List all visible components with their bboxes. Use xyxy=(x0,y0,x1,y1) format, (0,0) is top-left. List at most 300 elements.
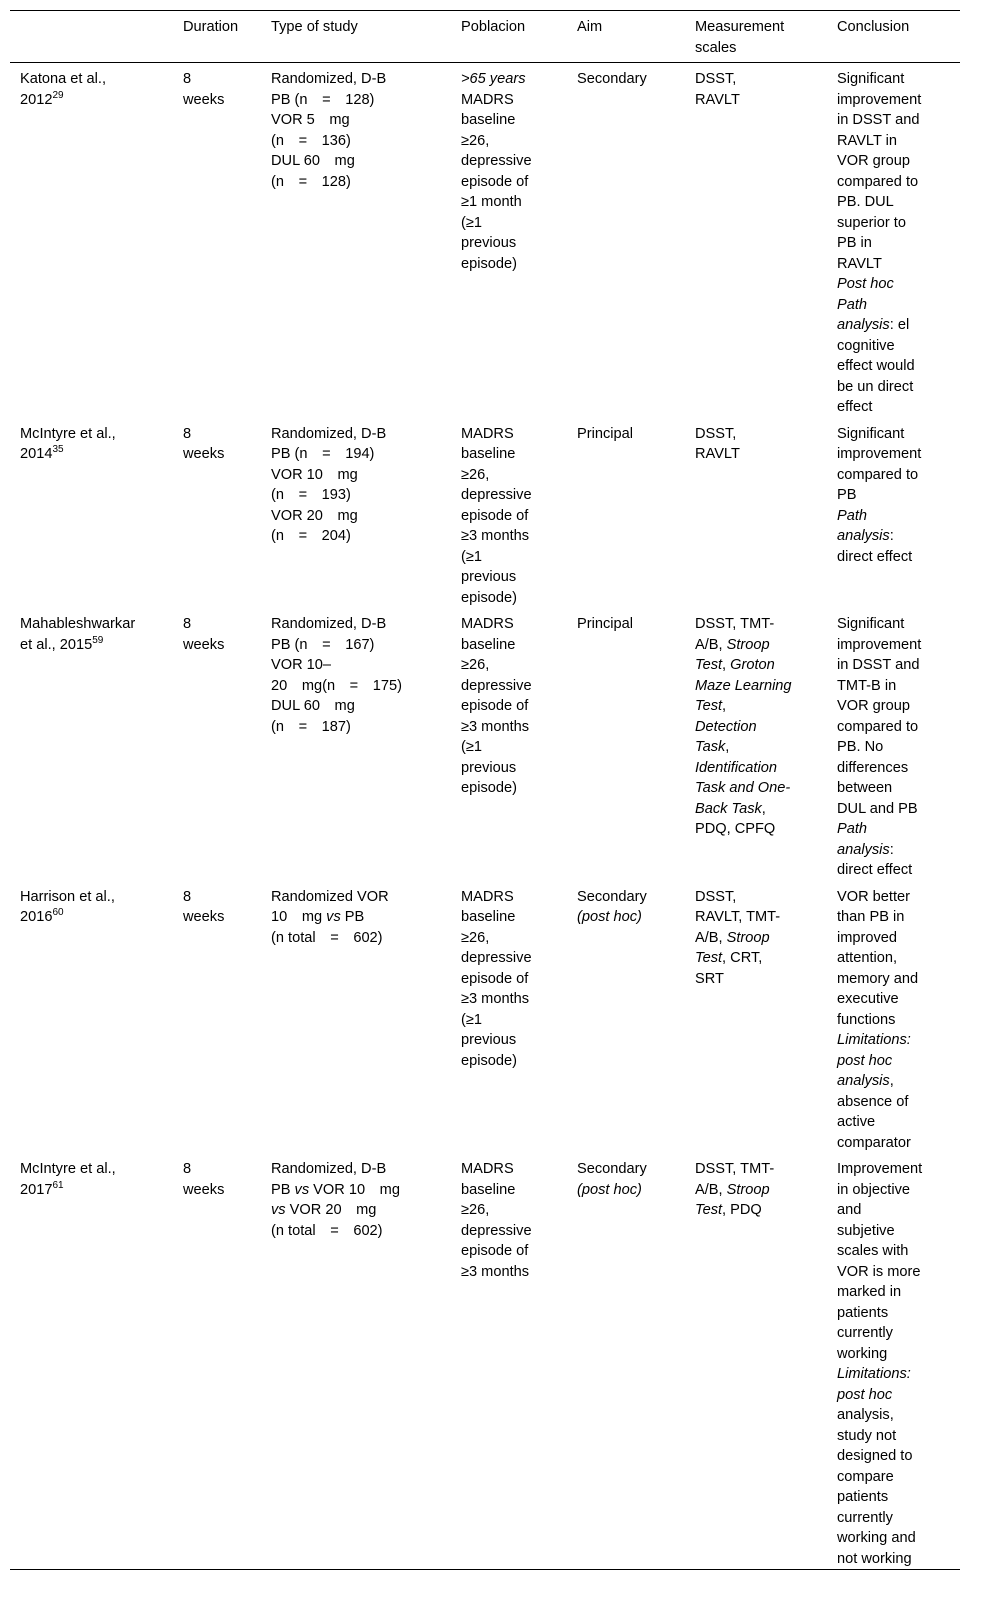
header-duration: Duration xyxy=(183,19,239,35)
conclusion-line: improvement xyxy=(837,636,922,653)
conclusion-line-text: active xyxy=(837,1114,876,1130)
cell-population xyxy=(451,418,567,609)
type-line-italic: vs xyxy=(271,1202,286,1218)
conclusion-line-text: executive xyxy=(837,991,899,1007)
type-line xyxy=(271,1221,445,1242)
scales-line xyxy=(695,635,821,656)
conclusion-line: VOR group xyxy=(837,698,911,714)
reference-superscript: 61 xyxy=(52,1179,64,1191)
conclusion-line: Significant xyxy=(837,71,905,87)
type-line: (n = 136) xyxy=(271,132,351,149)
population-line: depressive xyxy=(461,153,532,169)
scales-line-italic: Task and One- xyxy=(695,780,791,796)
type-line: DUL 60 mg xyxy=(271,153,355,169)
type-line xyxy=(271,1200,445,1221)
population-line: (≥1 xyxy=(461,739,482,755)
scales-line-italic: Stroop xyxy=(726,929,770,946)
conclusion-line: in DSST and xyxy=(837,657,920,673)
scales-line-italic: Task xyxy=(695,739,726,755)
type-line-italic: vs xyxy=(326,909,341,925)
conclusion-line: PB xyxy=(837,487,857,503)
cell-scales xyxy=(685,63,827,418)
conclusion-line-text: compare xyxy=(837,1468,894,1485)
type-line xyxy=(271,887,445,908)
cell-duration xyxy=(173,418,261,609)
type-line: (n = 204) xyxy=(271,528,351,544)
population-line: baseline xyxy=(461,1181,516,1198)
duration-line: weeks xyxy=(183,1181,225,1198)
conclusion-line: PB. No xyxy=(837,739,884,755)
cell-study xyxy=(10,608,173,881)
conclusion-line-text: and xyxy=(837,1202,862,1218)
conclusion-line xyxy=(837,506,954,527)
cell-scales xyxy=(685,418,827,609)
scales-line-text: DSST, xyxy=(695,888,737,905)
population-line: ≥3 months xyxy=(461,718,530,735)
conclusion-line xyxy=(837,969,954,990)
scales-line-italic: Back Task xyxy=(695,800,762,817)
header-conclusion: Conclusion xyxy=(837,19,910,35)
table-row xyxy=(10,418,960,609)
cell-type xyxy=(261,63,451,418)
reference-superscript: 60 xyxy=(52,907,64,918)
cell-type xyxy=(261,1153,451,1570)
cell-study xyxy=(10,418,173,609)
population-line: (≥1 xyxy=(461,1011,482,1028)
conclusion-line xyxy=(837,1385,954,1406)
conclusion-line xyxy=(837,1303,954,1324)
cell-population xyxy=(451,881,567,1154)
conclusion-line: RAVLT xyxy=(837,255,882,272)
conclusion-line xyxy=(837,526,954,547)
scales-line xyxy=(695,778,821,799)
conclusion-line-italic: post hoc xyxy=(837,1386,893,1403)
conclusion-line: PB. DUL xyxy=(837,194,894,210)
scales-line-text: , xyxy=(761,800,766,817)
reference-superscript: 59 xyxy=(92,634,104,646)
conclusion-line-text: : el xyxy=(889,317,910,333)
population-line: episode of xyxy=(461,970,529,987)
scales-line-italic: Groton xyxy=(730,657,775,673)
study-author: Harrison et al., xyxy=(20,888,115,905)
conclusion-line: effect xyxy=(837,399,873,415)
cell-scales xyxy=(685,608,827,881)
population-line: previous xyxy=(461,759,517,776)
header-study xyxy=(10,11,173,63)
population-line: ≥3 months xyxy=(461,528,530,544)
population-line: MADRS xyxy=(461,1161,514,1177)
aim-line-italic: (post hoc) xyxy=(577,1181,642,1198)
cell-aim xyxy=(567,418,685,609)
cell-aim xyxy=(567,608,685,881)
cell-aim xyxy=(567,63,685,418)
cell-population xyxy=(451,608,567,881)
scales-line: DSST, xyxy=(695,71,737,87)
population-line: ≥26, xyxy=(461,466,490,483)
population-line: MADRS xyxy=(461,888,514,905)
conclusion-line: RAVLT in xyxy=(837,132,898,149)
cell-aim xyxy=(567,1153,685,1570)
conclusion-line-text: memory and xyxy=(837,970,919,987)
conclusion-line xyxy=(837,1030,954,1051)
scales-line-text: DSST, TMT- xyxy=(695,616,775,632)
conclusion-line-text: subjetive xyxy=(837,1222,895,1239)
type-line: Randomized, D-B xyxy=(271,425,387,442)
scales-line: DSST, xyxy=(695,425,737,442)
conclusion-line-italic: analysis xyxy=(837,317,890,333)
aim-line: Principal xyxy=(577,616,633,632)
type-line-text: (n total = 602) xyxy=(271,1222,383,1239)
scales-line-italic: Test xyxy=(695,698,723,714)
population-line: ≥26, xyxy=(461,132,490,149)
type-line xyxy=(271,907,445,928)
header-aim: Aim xyxy=(577,19,603,35)
conclusion-line-text: designed to xyxy=(837,1448,913,1464)
scales-line xyxy=(695,969,821,990)
conclusion-line-text: analysis, xyxy=(837,1407,894,1423)
conclusion-line-text: scales with xyxy=(837,1243,909,1259)
conclusion-line xyxy=(837,1282,954,1303)
conclusion-line-italic: Path xyxy=(837,507,868,524)
conclusion-line: compared to xyxy=(837,466,919,483)
study-year-text: 2014 xyxy=(20,446,53,462)
conclusion-line-text: Improvement xyxy=(837,1161,923,1177)
conclusion-line-italic: Path xyxy=(837,821,868,837)
conclusion-line: improvement xyxy=(837,91,922,108)
study-year-text: 2012 xyxy=(20,91,53,108)
type-line: PB (n = 194) xyxy=(271,446,375,462)
conclusion-line xyxy=(837,1180,954,1201)
conclusion-line: superior to xyxy=(837,214,906,231)
population-line: episode) xyxy=(461,589,517,606)
scales-line-text: A/B, xyxy=(695,929,727,946)
conclusion-line xyxy=(837,928,954,949)
scales-line-text: , xyxy=(722,657,731,673)
scales-line xyxy=(695,928,821,949)
conclusion-line-text: patients xyxy=(837,1304,889,1321)
conclusion-line xyxy=(837,1092,954,1113)
type-line xyxy=(271,1180,445,1201)
scales-line-text: RAVLT, TMT- xyxy=(695,909,781,925)
scales-line xyxy=(695,907,821,928)
aim-line xyxy=(577,1180,679,1201)
conclusion-line: Significant xyxy=(837,616,905,632)
table-header xyxy=(10,11,960,63)
population-line: depressive xyxy=(461,1222,532,1239)
conclusion-line: cognitive xyxy=(837,337,895,354)
conclusion-line-text: attention, xyxy=(837,950,898,966)
duration-line: 8 xyxy=(183,71,192,87)
conclusion-line xyxy=(837,1112,954,1133)
header-scales-line: scales xyxy=(695,39,737,56)
table-row xyxy=(10,63,960,418)
conclusion-line-text: absence of xyxy=(837,1093,909,1110)
studies-table xyxy=(10,10,960,1570)
duration-line: 8 xyxy=(183,888,192,905)
population-line: depressive xyxy=(461,487,532,503)
table-row xyxy=(10,881,960,1154)
conclusion-line: compared to xyxy=(837,173,919,190)
conclusion-line xyxy=(837,1133,954,1154)
population-line: episode) xyxy=(461,1052,517,1069)
type-line-italic: vs xyxy=(294,1181,310,1198)
conclusion-line xyxy=(837,907,954,928)
conclusion-line: direct effect xyxy=(837,862,913,878)
type-line: DUL 60 mg xyxy=(271,698,355,714)
header-scales-line: Measurement xyxy=(695,19,785,35)
type-line-text: 10 mg xyxy=(271,909,327,925)
table-row xyxy=(10,608,960,881)
population-line xyxy=(461,69,561,90)
scales-line: RAVLT xyxy=(695,446,740,462)
type-line-text: PB xyxy=(271,1181,295,1198)
conclusion-line xyxy=(837,1159,954,1180)
scales-line-text: DSST, TMT- xyxy=(695,1161,775,1177)
conclusion-line xyxy=(837,1405,954,1426)
type-line-text: Randomized, D-B xyxy=(271,1161,387,1177)
type-line-text: PB xyxy=(340,909,365,925)
conclusion-line xyxy=(837,1508,954,1529)
type-line xyxy=(271,928,445,949)
conclusion-line: be un direct xyxy=(837,378,914,395)
conclusion-line-text: comparator xyxy=(837,1134,911,1151)
conclusion-line xyxy=(837,1344,954,1365)
scales-line-text: , PDQ xyxy=(722,1202,762,1218)
scales-line-italic: Test xyxy=(695,1202,723,1218)
population-line: ≥3 months xyxy=(461,1263,530,1280)
scales-line-italic: Test xyxy=(695,950,723,966)
scales-line-italic: Identification xyxy=(695,759,777,776)
conclusion-line xyxy=(837,887,954,908)
conclusion-line: TMT-B in xyxy=(837,677,897,694)
scales-line xyxy=(695,1180,821,1201)
conclusion-line-italic: analysis xyxy=(837,528,890,544)
conclusion-line: PB in xyxy=(837,235,872,251)
scales-line-italic: Detection xyxy=(695,718,757,735)
study-year-text: 2017 xyxy=(20,1181,53,1198)
scales-line xyxy=(695,717,821,738)
duration-line: weeks xyxy=(183,446,225,462)
scales-line-text: , xyxy=(725,739,730,755)
conclusion-line: effect would xyxy=(837,358,915,374)
scales-line xyxy=(695,737,821,758)
population-line: MADRS xyxy=(461,425,514,442)
conclusion-line xyxy=(837,1364,954,1385)
population-line: episode) xyxy=(461,255,517,272)
conclusion-line xyxy=(837,274,954,295)
cell-type xyxy=(261,418,451,609)
population-line: baseline xyxy=(461,112,516,128)
conclusion-line xyxy=(837,1426,954,1447)
aim-line: Principal xyxy=(577,425,633,442)
duration-line: weeks xyxy=(183,909,225,925)
cell-duration xyxy=(173,608,261,881)
conclusion-line-text: functions xyxy=(837,1011,896,1028)
table-row xyxy=(10,1153,960,1570)
cell-type xyxy=(261,608,451,881)
conclusion-line xyxy=(837,1051,954,1072)
type-line-text: (n total = 602) xyxy=(271,929,383,946)
study-year xyxy=(20,1180,167,1201)
conclusion-line xyxy=(837,1200,954,1221)
conclusion-line: improvement xyxy=(837,446,922,462)
scales-line xyxy=(695,1200,821,1221)
aim-line: Secondary xyxy=(577,888,647,905)
type-line: (n = 187) xyxy=(271,718,351,735)
study-author: McIntyre et al., xyxy=(20,425,116,442)
conclusion-line xyxy=(837,1487,954,1508)
population-line: ≥26, xyxy=(461,657,490,673)
cell-population xyxy=(451,1153,567,1570)
conclusion-line: direct effect xyxy=(837,548,913,565)
conclusion-line-italic: analysis xyxy=(837,1073,890,1089)
type-line: (n = 128) xyxy=(271,173,351,190)
population-line-italic: >65 years xyxy=(461,71,526,87)
conclusion-line xyxy=(837,1528,954,1549)
scales-line xyxy=(695,614,821,635)
conclusion-line-text: , xyxy=(889,1073,894,1089)
duration-line: 8 xyxy=(183,616,192,632)
conclusion-line: between xyxy=(837,780,893,796)
scales-line xyxy=(695,696,821,717)
population-line: previous xyxy=(461,235,517,251)
population-line: baseline xyxy=(461,909,516,925)
study-author: Mahableshwarkar xyxy=(20,616,136,632)
type-line: VOR 10– xyxy=(271,657,332,673)
population-line: episode of xyxy=(461,1243,529,1259)
type-line: VOR 5 mg xyxy=(271,112,350,128)
cell-conclusion xyxy=(827,1153,960,1570)
study-author: McIntyre et al., xyxy=(20,1161,116,1177)
header-row xyxy=(10,11,960,63)
population-line: episode) xyxy=(461,780,517,796)
duration-line: weeks xyxy=(183,91,225,108)
study-year xyxy=(20,90,167,111)
scales-line xyxy=(695,1159,821,1180)
scales-line: RAVLT xyxy=(695,91,740,108)
conclusion-line-text: VOR is more xyxy=(837,1263,921,1280)
population-line: baseline xyxy=(461,636,516,653)
conclusion-line xyxy=(837,1446,954,1467)
conclusion-line: differences xyxy=(837,759,909,776)
type-line: PB (n = 128) xyxy=(271,91,375,108)
table-body xyxy=(10,63,960,1570)
cell-duration xyxy=(173,63,261,418)
population-line: MADRS xyxy=(461,616,514,632)
conclusion-line-text: in objective xyxy=(837,1181,911,1198)
conclusion-line xyxy=(837,1010,954,1031)
scales-line-text: A/B, xyxy=(695,1181,727,1198)
conclusion-line-italic: analysis xyxy=(837,841,890,858)
study-year xyxy=(20,444,167,465)
conclusion-line-text: patients xyxy=(837,1489,889,1505)
aim-line xyxy=(577,907,679,928)
scales-line-text: PDQ, CPFQ xyxy=(695,821,776,837)
conclusion-line-italic: Path xyxy=(837,296,868,313)
scales-line xyxy=(695,655,821,676)
header-scales xyxy=(685,11,827,63)
population-line: previous xyxy=(461,1032,517,1048)
conclusion-line-text: study not xyxy=(837,1427,897,1444)
conclusion-line xyxy=(837,819,954,840)
type-line-text: VOR 20 mg xyxy=(285,1202,377,1218)
header-type: Type of study xyxy=(271,19,358,35)
conclusion-line: VOR group xyxy=(837,153,911,169)
header-population: Poblacion xyxy=(461,19,526,35)
conclusion-line-text: working and xyxy=(837,1530,916,1546)
cell-conclusion xyxy=(827,608,960,881)
aim-line-italic: (post hoc) xyxy=(577,909,642,925)
conclusion-line xyxy=(837,1467,954,1488)
cell-study xyxy=(10,63,173,418)
cell-conclusion xyxy=(827,418,960,609)
type-line: 20 mg(n = 175) xyxy=(271,677,402,694)
conclusion-line xyxy=(837,1241,954,1262)
conclusion-line-text: marked in xyxy=(837,1284,902,1300)
cell-study xyxy=(10,1153,173,1570)
population-line: (≥1 xyxy=(461,214,482,231)
cell-conclusion xyxy=(827,881,960,1154)
duration-line: 8 xyxy=(183,425,192,442)
cell-population xyxy=(451,63,567,418)
population-line: baseline xyxy=(461,446,516,462)
type-line: (n = 193) xyxy=(271,487,351,503)
conclusion-line-italic: Post hoc xyxy=(837,276,894,292)
scales-line-italic: Stroop xyxy=(726,636,770,653)
type-line: Randomized, D-B xyxy=(271,616,387,632)
population-line: episode of xyxy=(461,698,529,714)
conclusion-line: Significant xyxy=(837,425,905,442)
population-line: (≥1 xyxy=(461,548,482,565)
reference-superscript: 35 xyxy=(52,444,64,455)
conclusion-line xyxy=(837,1071,954,1092)
population-line: episode of xyxy=(461,173,529,190)
study-year-text: et al., 2015 xyxy=(20,636,93,653)
conclusion-line: compared to xyxy=(837,718,919,735)
type-line: PB (n = 167) xyxy=(271,636,375,653)
conclusion-line xyxy=(837,295,954,316)
scales-line xyxy=(695,758,821,779)
conclusion-line xyxy=(837,1549,954,1570)
conclusion-line xyxy=(837,989,954,1010)
population-line: ≥26, xyxy=(461,1202,490,1218)
scales-line-text: , xyxy=(722,698,727,714)
scales-line-italic: Stroop xyxy=(726,1181,770,1198)
study-author: Katona et al., xyxy=(20,71,107,87)
population-line: ≥3 months xyxy=(461,991,530,1007)
type-line-text: VOR 10 mg xyxy=(309,1181,400,1198)
duration-line: 8 xyxy=(183,1161,192,1177)
scales-line-italic: Maze Learning xyxy=(695,677,792,694)
population-line: ≥1 month xyxy=(461,194,522,210)
duration-line: weeks xyxy=(183,636,225,653)
study-year xyxy=(20,635,167,656)
population-line: MADRS xyxy=(461,91,514,108)
conclusion-line-italic: Limitations: xyxy=(837,1366,911,1382)
conclusion-line-text: : xyxy=(889,528,894,544)
cell-duration xyxy=(173,881,261,1154)
scales-line xyxy=(695,676,821,697)
cell-scales xyxy=(685,881,827,1154)
population-line: ≥26, xyxy=(461,929,490,946)
type-line: Randomized, D-B xyxy=(271,71,387,87)
type-line: VOR 20 mg xyxy=(271,507,358,524)
study-year-text: 2016 xyxy=(20,909,53,925)
conclusion-line-text: currently xyxy=(837,1325,893,1341)
type-line-text: Randomized VOR xyxy=(271,888,389,905)
type-line: VOR 10 mg xyxy=(271,466,358,483)
conclusion-line: DUL and PB xyxy=(837,800,918,817)
